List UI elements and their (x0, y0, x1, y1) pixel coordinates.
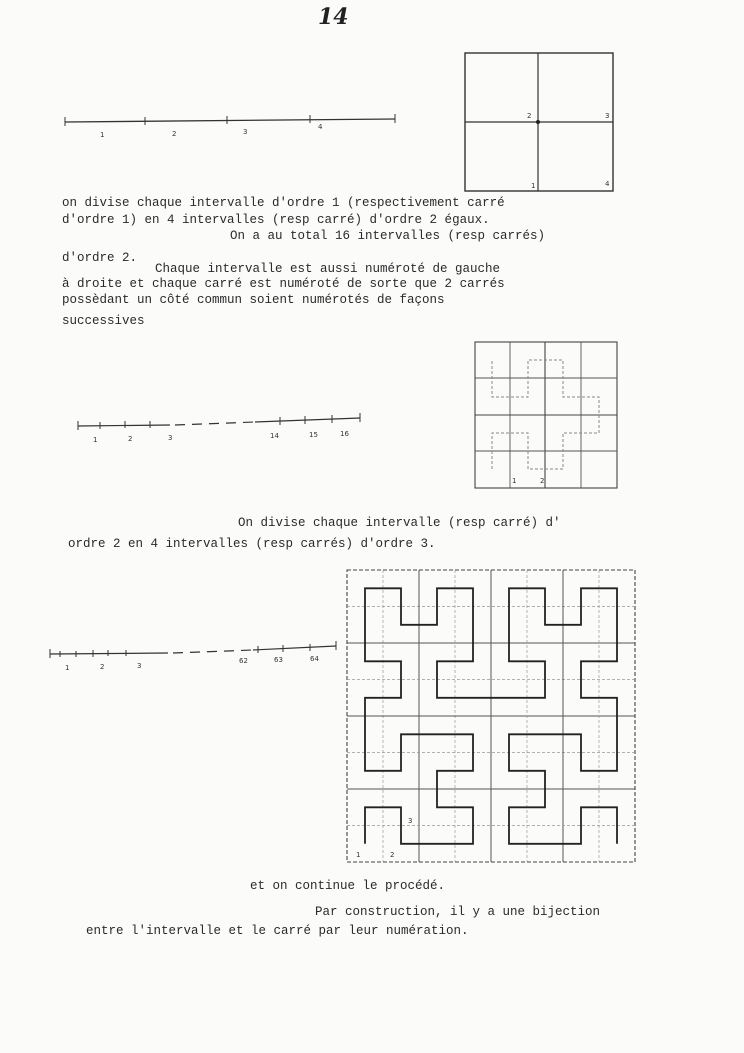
interval-label: 1 (100, 131, 105, 139)
interval-label: 3 (168, 434, 173, 442)
paragraph-line: d'ordre 1) en 4 intervalles (resp carré) d'ordre 2 égaux. (62, 213, 490, 227)
interval-label: 64 (310, 655, 319, 663)
square-label: 3 (408, 817, 413, 825)
paragraph-line: On divise chaque intervalle (resp carré) d' (238, 516, 561, 530)
interval-label: 4 (318, 123, 323, 131)
square-label: 3 (605, 112, 610, 120)
page-number: 14 (318, 4, 349, 30)
square-label: 1 (512, 477, 517, 485)
interval-label: 2 (128, 435, 133, 443)
paragraph-line: On a au total 16 intervalles (resp carrés) (230, 229, 546, 243)
paragraph-line: et on continue le procédé. (250, 879, 446, 893)
square-label: 2 (527, 112, 532, 120)
paragraph-line: Chaque intervalle est aussi numéroté de gauche (155, 262, 501, 276)
paragraph-line: on divise chaque intervalle d'ordre 1 (respectivement carré (62, 196, 505, 210)
interval-label: 15 (309, 431, 318, 439)
square-label: 1 (531, 182, 536, 190)
interval-order-3 (48, 636, 343, 672)
interval-label: 2 (100, 663, 105, 671)
square-order-3 (346, 569, 638, 865)
interval-label: 1 (65, 664, 70, 672)
paragraph-line: successives (62, 314, 145, 328)
square-order-1 (464, 52, 616, 194)
square-label: 2 (540, 477, 545, 485)
interval-order-1 (60, 110, 400, 150)
interval-label: 63 (274, 656, 283, 664)
interval-label: 1 (93, 436, 98, 444)
square-label: 1 (356, 851, 361, 859)
interval-label: 62 (239, 657, 248, 665)
paragraph-line: d'ordre 2. (62, 251, 138, 265)
paragraph-line: ordre 2 en 4 intervalles (resp carrés) d'ordre 3. (68, 537, 436, 551)
paragraph-line: possèdant un côté commun soient numérotés de façons (62, 293, 445, 307)
square-label: 4 (605, 180, 610, 188)
interval-label: 14 (270, 432, 279, 440)
square-order-2 (474, 341, 620, 491)
interval-order-2 (75, 410, 365, 444)
interval-label: 16 (340, 430, 349, 438)
paragraph-line: entre l'intervalle et le carré par leur numération. (86, 924, 469, 938)
paragraph-line: Par construction, il y a une bijection (315, 905, 601, 919)
interval-label: 3 (243, 128, 248, 136)
interval-label: 3 (137, 662, 142, 670)
interval-label: 2 (172, 130, 177, 138)
square-label: 2 (390, 851, 395, 859)
paragraph-line: à droite et chaque carré est numéroté de sorte que 2 carrés (62, 277, 505, 291)
